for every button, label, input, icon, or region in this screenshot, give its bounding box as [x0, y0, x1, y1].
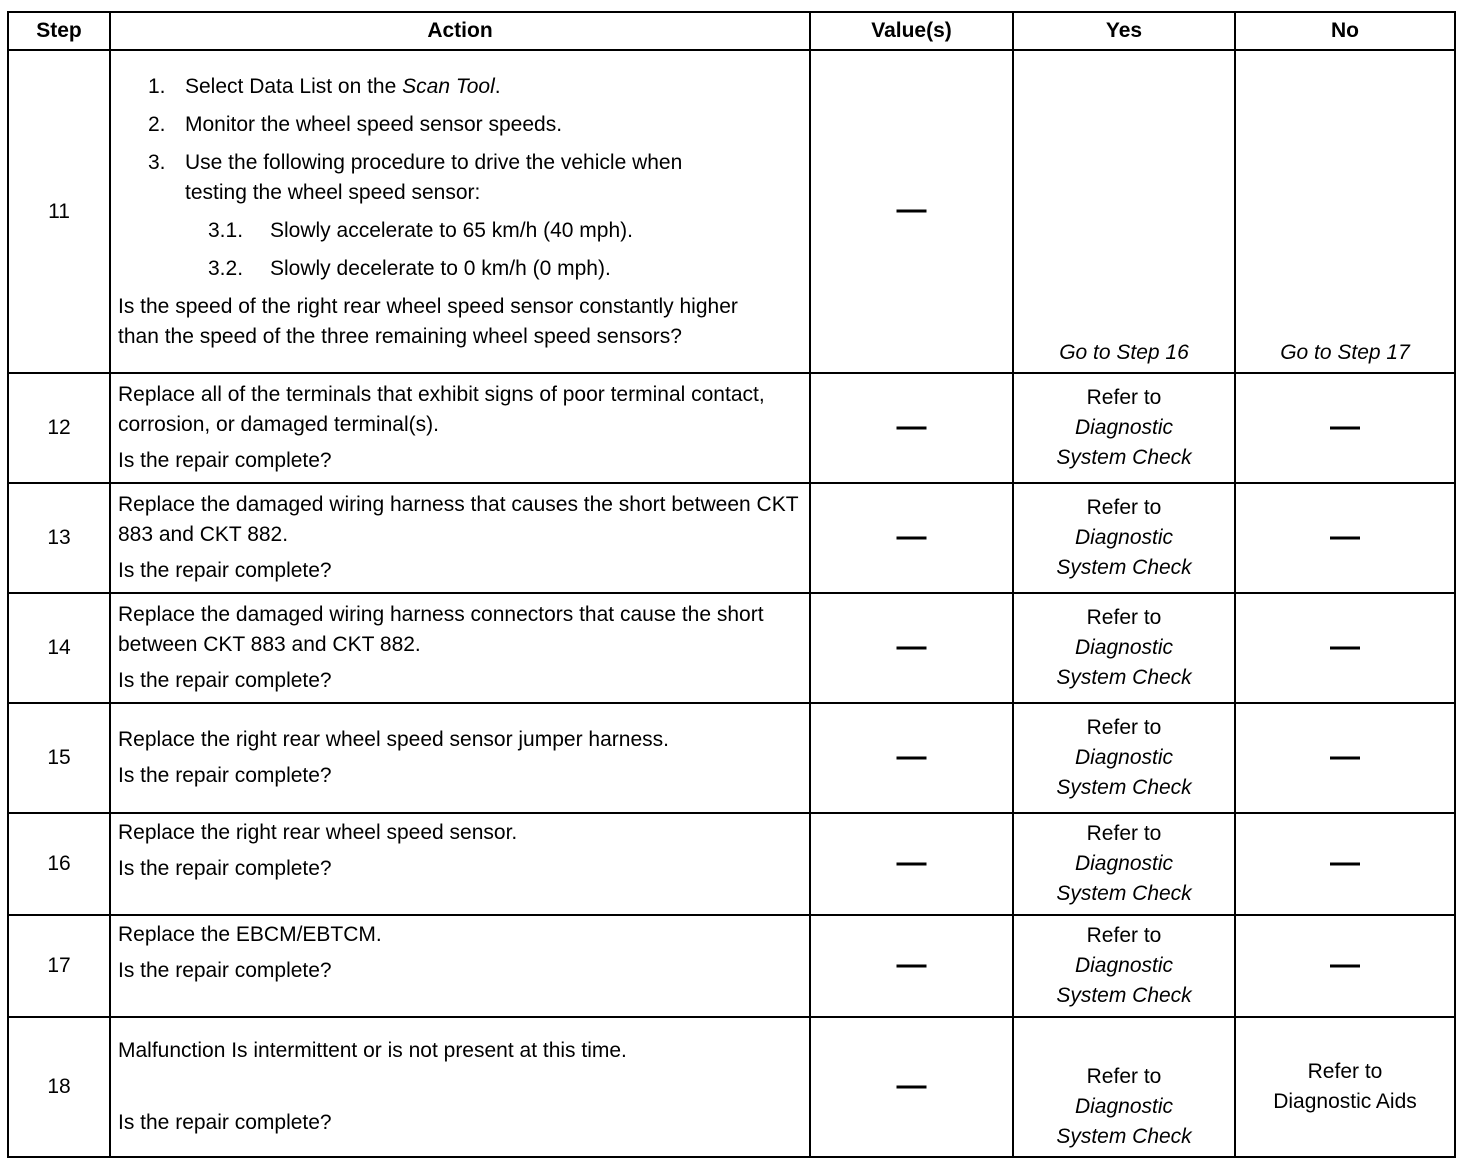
table-row-step-17: [8, 915, 1455, 1017]
action-cell: [110, 50, 810, 373]
value-cell: —: [810, 50, 1013, 373]
action-cell: [110, 483, 810, 593]
yes-cell: Go to Step 16: [1013, 50, 1235, 373]
header-row: [8, 12, 1455, 50]
question-text: Is the repair complete?: [118, 559, 332, 582]
question-text: Is the repair complete?: [118, 959, 332, 982]
question-text: Is the repair complete?: [118, 449, 332, 472]
step-number: 16: [8, 813, 110, 915]
sub-list-item: 3.2. Slowly decelerate to 0 km/h (0 mph).: [208, 256, 611, 280]
action-cell: [110, 1017, 810, 1157]
step-number: 13: [8, 483, 110, 593]
yes-cell: Refer to Diagnostic System Check: [1013, 1017, 1235, 1157]
header-yes: Yes: [1013, 12, 1235, 50]
table-row-step-16: [8, 813, 1455, 915]
step-number: 14: [8, 593, 110, 703]
action-cell: [110, 593, 810, 703]
action-cell: [110, 703, 810, 813]
step-number: 17: [8, 915, 110, 1017]
header-action: Action: [110, 12, 810, 50]
action-text: Replace the right rear wheel speed sensor.: [118, 821, 518, 844]
step-number: 18: [8, 1017, 110, 1157]
list-item: 1. Select Data List on the Scan Tool.: [148, 74, 501, 98]
yes-cell: Refer to Diagnostic System Check: [1013, 373, 1235, 483]
sub-list-item: 3.1. Slowly accelerate to 65 km/h (40 mph).: [208, 218, 633, 242]
value-cell: —: [810, 703, 1013, 813]
no-cell: —: [1235, 593, 1455, 703]
table-row-step-14: [8, 593, 1455, 703]
action-cell: [110, 373, 810, 483]
value-cell: —: [810, 915, 1013, 1017]
yes-cell: Refer to Diagnostic System Check: [1013, 703, 1235, 813]
no-cell: —: [1235, 373, 1455, 483]
question-text: Is the speed of the right rear wheel speed sensor constantly higher than the speed of the three remaining wheel speed sensors?: [118, 294, 738, 348]
list-item: 2. Monitor the wheel speed sensor speeds.: [148, 112, 563, 136]
value-cell: —: [810, 483, 1013, 593]
no-cell: —: [1235, 813, 1455, 915]
value-cell: —: [810, 373, 1013, 483]
list-item: 3. Use the following procedure to drive the vehicle when testing the wheel speed sensor:: [148, 150, 683, 204]
question-text: Is the repair complete?: [118, 1111, 332, 1134]
no-cell: Go to Step 17: [1235, 50, 1455, 373]
action-text: Replace all of the terminals that exhibit signs of poor terminal contact, corrosion, or damaged terminal(s).: [118, 383, 765, 436]
question-text: Is the repair complete?: [118, 669, 332, 692]
header-step: Step: [8, 12, 110, 50]
action-text: Replace the right rear wheel speed sensor jumper harness.: [118, 728, 669, 751]
action-text: Replace the damaged wiring harness connectors that cause the short between CKT 883 and CKT 882.: [118, 603, 764, 656]
value-cell: —: [810, 593, 1013, 703]
value-cell: —: [810, 813, 1013, 915]
table-row-step-18: [8, 1017, 1455, 1157]
yes-cell: Refer to Diagnostic System Check: [1013, 483, 1235, 593]
table-row-step-13: [8, 483, 1455, 593]
question-text: Is the repair complete?: [118, 857, 332, 880]
yes-cell: Refer to Diagnostic System Check: [1013, 915, 1235, 1017]
no-cell: —: [1235, 483, 1455, 593]
no-cell: —: [1235, 703, 1455, 813]
action-cell: [110, 915, 810, 1017]
step-number: 15: [8, 703, 110, 813]
header-values: Value(s): [810, 12, 1013, 50]
table-row-step-11: [8, 50, 1455, 373]
no-cell: Refer to Diagnostic Aids: [1235, 1017, 1455, 1157]
action-text: Replace the EBCM/EBTCM.: [118, 923, 382, 946]
step-number: 11: [8, 50, 110, 373]
action-text: Replace the damaged wiring harness that causes the short between CKT 883 and CKT 882.: [118, 493, 799, 546]
yes-cell: Refer to Diagnostic System Check: [1013, 593, 1235, 703]
diagnostic-table: [7, 11, 1456, 1158]
yes-cell: Refer to Diagnostic System Check: [1013, 813, 1235, 915]
header-no: No: [1235, 12, 1455, 50]
action-cell: [110, 813, 810, 915]
table-row-step-12: [8, 373, 1455, 483]
no-cell: —: [1235, 915, 1455, 1017]
table-row-step-15: [8, 703, 1455, 813]
question-text: Is the repair complete?: [118, 764, 332, 787]
value-cell: —: [810, 1017, 1013, 1157]
action-text: Malfunction Is intermittent or is not present at this time.: [118, 1039, 627, 1062]
step-number: 12: [8, 373, 110, 483]
